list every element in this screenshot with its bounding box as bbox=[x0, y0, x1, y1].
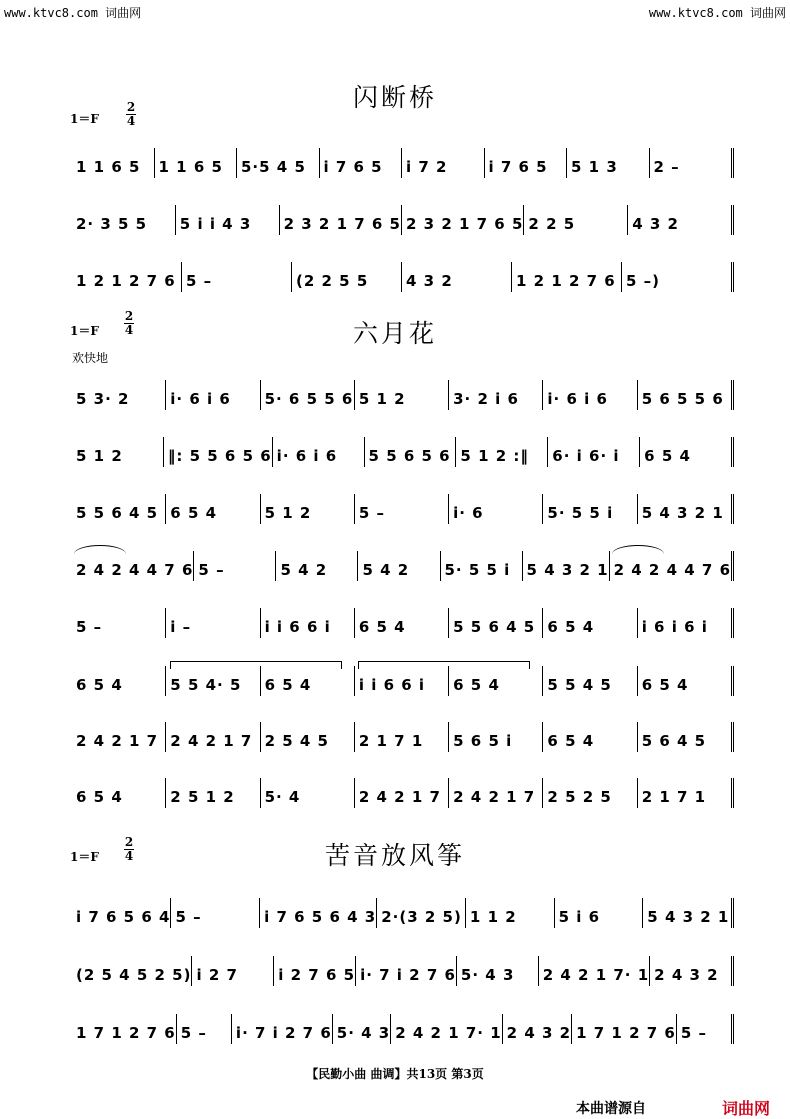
measure: 6 5 4 bbox=[640, 437, 734, 467]
measure: 5· 5 5 i bbox=[441, 551, 523, 581]
meter-top: 2 bbox=[124, 309, 134, 323]
measure: 5 4 3 2 1 bbox=[643, 898, 734, 928]
measure: 4 3 2 bbox=[628, 205, 734, 235]
measure: 2 1 7 1 bbox=[355, 722, 449, 752]
measure: i· 7 i 2 7 6 bbox=[356, 956, 457, 986]
measure: 5 4 2 bbox=[276, 551, 358, 581]
measure: 5 – bbox=[177, 1014, 232, 1044]
measure: 5 i i 4 3 bbox=[176, 205, 280, 235]
measure: 5· 4 3 bbox=[333, 1014, 391, 1044]
measure: 5 3· 2 bbox=[72, 380, 166, 410]
measure: 2 4 2 1 7· 1 bbox=[539, 956, 650, 986]
measure: 5 i 6 bbox=[555, 898, 644, 928]
measure: (2 5 4 5 2 5) bbox=[72, 956, 192, 986]
notation-line bbox=[72, 778, 734, 808]
measure: i· 6 i 6 bbox=[273, 437, 365, 467]
measure: 2 – bbox=[650, 148, 735, 178]
song-title: 苦音放风筝 bbox=[324, 841, 465, 870]
measure: 5 5 4 5 bbox=[543, 666, 637, 696]
measure: 5 – bbox=[355, 494, 449, 524]
notation-line bbox=[72, 148, 734, 178]
notation-line bbox=[72, 380, 734, 410]
notation-line bbox=[72, 205, 734, 235]
measure: 2 3 2 1 7 6 5 bbox=[280, 205, 402, 235]
measure: 1 2 1 2 7 6 bbox=[512, 262, 622, 292]
measure: 1 7 1 2 7 6 bbox=[72, 1014, 177, 1044]
measure: i i 6 6 i bbox=[355, 666, 449, 696]
measure: i i 6 6 i bbox=[261, 608, 355, 638]
measure: 1 1 6 5 bbox=[155, 148, 238, 178]
measure: 5 5 6 4 5 bbox=[449, 608, 543, 638]
meter-top: 2 bbox=[126, 100, 136, 114]
measure: 2 4 2 1 7 bbox=[355, 778, 449, 808]
measure: 1 2 1 2 7 6 bbox=[72, 262, 182, 292]
measure: 2· 3 5 5 bbox=[72, 205, 176, 235]
measure: 2 4 2 1 7 bbox=[449, 778, 543, 808]
measure: 5 1 2 bbox=[355, 380, 449, 410]
measure: i 7 6 5 bbox=[320, 148, 403, 178]
key-signature: 1＝F bbox=[70, 112, 99, 126]
measure: 1 1 6 5 bbox=[72, 148, 155, 178]
time-signature bbox=[126, 101, 136, 128]
notation-line bbox=[72, 666, 734, 696]
measure: 5 6 4 5 bbox=[638, 722, 734, 752]
notation-line bbox=[72, 898, 734, 928]
phrase-bracket bbox=[170, 661, 342, 669]
measure: 2 5 1 2 bbox=[166, 778, 260, 808]
measure: 5 6 5 5 6 bbox=[638, 380, 734, 410]
notation-line bbox=[72, 437, 734, 467]
measure: 2 5 2 5 bbox=[543, 778, 637, 808]
measure: 6· i 6· i bbox=[548, 437, 640, 467]
measure: i· 7 i 2 7 6 bbox=[232, 1014, 333, 1044]
measure: 5 4 2 bbox=[358, 551, 440, 581]
measure: 5· 4 3 bbox=[457, 956, 539, 986]
measure: 5 1 2 bbox=[72, 437, 164, 467]
measure: 2 4 2 4 4 7 6 bbox=[72, 551, 194, 581]
measure: 6 5 4 bbox=[72, 666, 166, 696]
watermark-right: www.ktvc8.com 词曲网 bbox=[648, 6, 786, 20]
notation-line bbox=[72, 551, 734, 581]
measure: 5 6 5 i bbox=[449, 722, 543, 752]
measure: 5 5 6 5 6 bbox=[365, 437, 457, 467]
measure: 2 1 7 1 bbox=[638, 778, 734, 808]
measure: 6 5 4 bbox=[166, 494, 260, 524]
time-signature bbox=[124, 836, 134, 863]
tempo-marking: 欢快地 bbox=[72, 351, 109, 365]
measure: 3· 2 i 6 bbox=[449, 380, 543, 410]
meter-bottom: 4 bbox=[126, 114, 136, 128]
measure: 6 5 4 bbox=[355, 608, 449, 638]
measure: i 2 7 bbox=[192, 956, 274, 986]
measure: 6 5 4 bbox=[261, 666, 355, 696]
measure: 5 1 3 bbox=[567, 148, 650, 178]
measure: (2 2 5 5 bbox=[292, 262, 402, 292]
measure: 2 4 3 2 bbox=[650, 956, 734, 986]
measure: 2 4 2 1 7 bbox=[72, 722, 166, 752]
song-title: 六月花 bbox=[352, 319, 437, 348]
meter-bottom: 4 bbox=[124, 849, 134, 863]
notation-line bbox=[72, 494, 734, 524]
measure: 5 1 2 bbox=[261, 494, 355, 524]
measure: 2 5 4 5 bbox=[261, 722, 355, 752]
measure: 2 3 2 1 7 6 5 bbox=[402, 205, 524, 235]
measure: 5 – bbox=[677, 1014, 734, 1044]
page-footer: 【民勤小曲 曲调】共13页 第3页 bbox=[306, 1067, 484, 1081]
measure: 2 4 2 4 4 7 6 bbox=[610, 551, 734, 581]
measure: 5 1 2 :‖ bbox=[456, 437, 548, 467]
measure: i 2 7 6 5 bbox=[274, 956, 356, 986]
measure: i· 6 i 6 bbox=[543, 380, 637, 410]
measure: i· 6 bbox=[449, 494, 543, 524]
measure: 5 4 3 2 1 bbox=[638, 494, 734, 524]
measure: ‖: 5 5 6 5 6 bbox=[164, 437, 273, 467]
brand-logo: 词曲网 bbox=[722, 1099, 771, 1118]
measure: i 7 6 5 6 4 bbox=[72, 898, 171, 928]
measure: 4 3 2 bbox=[402, 262, 512, 292]
measure: i – bbox=[166, 608, 260, 638]
measure: i· 6 i 6 bbox=[166, 380, 260, 410]
meter-top: 2 bbox=[124, 835, 134, 849]
notation-line bbox=[72, 1014, 734, 1044]
measure: 2 4 2 1 7 bbox=[166, 722, 260, 752]
measure: 2·(3 2 5) bbox=[377, 898, 466, 928]
watermark-left: www.ktvc8.com 词曲网 bbox=[4, 6, 142, 20]
measure: i 7 6 5 bbox=[485, 148, 568, 178]
measure: 2 2 5 bbox=[524, 205, 628, 235]
measure: 5 –) bbox=[622, 262, 734, 292]
notation-line bbox=[72, 608, 734, 638]
measure: 6 5 4 bbox=[449, 666, 543, 696]
measure: 2 4 2 1 7· 1 bbox=[391, 1014, 502, 1044]
measure: 5· 5 5 i bbox=[543, 494, 637, 524]
measure: 5 4 3 2 1 bbox=[523, 551, 610, 581]
notation-line bbox=[72, 722, 734, 752]
key-signature: 1＝F bbox=[70, 850, 99, 864]
measure: 2 4 3 2 bbox=[503, 1014, 572, 1044]
source-label: 本曲谱源自 bbox=[576, 1101, 646, 1117]
measure: 5· 4 bbox=[261, 778, 355, 808]
song-title: 闪断桥 bbox=[352, 83, 437, 112]
measure: 6 5 4 bbox=[543, 608, 637, 638]
notation-line bbox=[72, 956, 734, 986]
measure: 6 5 4 bbox=[638, 666, 734, 696]
measure: 5 – bbox=[194, 551, 276, 581]
slur bbox=[612, 545, 664, 554]
measure: 5 – bbox=[182, 262, 292, 292]
meter-bottom: 4 bbox=[124, 323, 134, 337]
measure: 5· 6 5 5 6 bbox=[261, 380, 355, 410]
measure: i 6 i 6 i bbox=[638, 608, 734, 638]
measure: 6 5 4 bbox=[543, 722, 637, 752]
measure: i 7 2 bbox=[402, 148, 485, 178]
measure: 1 7 1 2 7 6 bbox=[572, 1014, 677, 1044]
measure: 1 1 2 bbox=[466, 898, 555, 928]
measure: 5·5 4 5 bbox=[237, 148, 320, 178]
measure: 5 5 6 4 5 bbox=[72, 494, 166, 524]
measure: i 7 6 5 6 4 3 bbox=[260, 898, 377, 928]
measure: 5 5 4· 5 bbox=[166, 666, 260, 696]
key-signature: 1＝F bbox=[70, 324, 99, 338]
phrase-bracket bbox=[358, 661, 530, 669]
slur bbox=[74, 545, 126, 554]
notation-line bbox=[72, 262, 734, 292]
measure: 5 – bbox=[72, 608, 166, 638]
measure: 6 5 4 bbox=[72, 778, 166, 808]
time-signature bbox=[124, 310, 134, 337]
measure: 5 – bbox=[171, 898, 260, 928]
